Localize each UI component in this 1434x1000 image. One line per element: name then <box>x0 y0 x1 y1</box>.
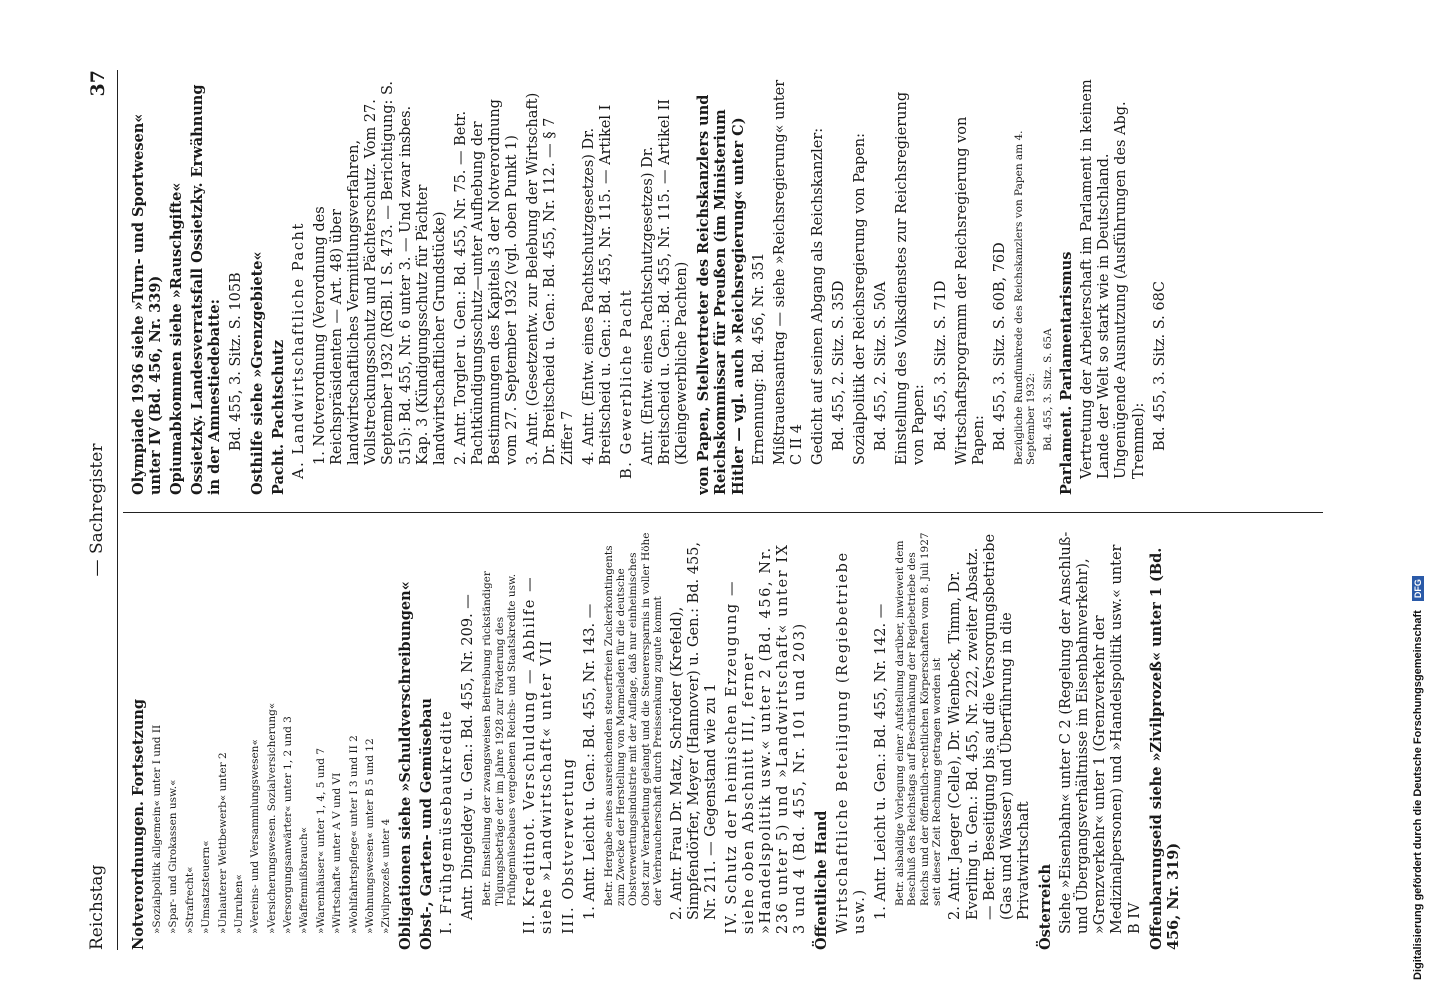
register-entry: 2. Antr. Frau Dr. Matz, Schröder (Krefeld), Simpfendörfer, Meyer (Hannover) u. Gen.: Bd. 455, Nr. 211. — Gegenstand wie zu 1 <box>668 541 719 920</box>
register-entry: 2. Antr. Torgler u. Gen.: Bd. 455, Nr. 75. — Betr. Pachtkündigungsschutz—unter Aufhebung der Bestimmungen des Kapitels 3 der Notverordnung vom 27. September 1932 (vgl. oben Punkt 1) <box>452 99 521 465</box>
register-entry: Ossietzky. Landesverratsfall Ossietzky. Erwähnung in der Amnestiedebatte: <box>189 84 224 495</box>
register-entry: »Wohlfahrtspflege« unter I 3 und II 2 <box>347 735 360 934</box>
register-entry: Bd. 455, 3. Sitz. S. 60B, 76D <box>991 242 1008 451</box>
register-entry: IV. Schutz der heimischen Erzeugung — siehe oben Abschnitt III, ferner »Handelspolitik usw.« unter 2 (Bd. 456, Nr. 236 unter 5) und »Landwirtschaft« unter IX 3 und 4 (Bd. 455, Nr. 101 und 203) <box>723 543 809 934</box>
register-entry: I. Frühgemüsebaukredite <box>438 709 455 934</box>
register-entry: »Vereins- und Versammlungswesen« <box>249 739 262 934</box>
register-entry: Pacht. Pachtschutz <box>269 339 287 495</box>
register-entry: »Unruhen« <box>232 874 245 934</box>
register-entry: Parlament. Parlamentarismus <box>1058 251 1076 495</box>
register-entry: Ernennung: Bd. 456, Nr. 351 <box>750 252 767 465</box>
register-entry: Mißtrauensantrag — siehe »Reichsregierung« unter C II 4 <box>771 79 805 465</box>
register-entry: »Wohnungswesen« unter B 5 und 12 <box>363 738 376 934</box>
page-number: 37 <box>87 70 109 97</box>
register-entry: Bd. 455, 3. Sitz. S. 65A <box>1041 328 1054 451</box>
register-entry: Einstellung des Volksdienstes zur Reichsregierung von Papen: <box>894 91 928 465</box>
left-column <box>130 530 1340 950</box>
register-entry: 1. Antr. Leicht u. Gen.: Bd. 455, Nr. 142. — <box>872 603 889 920</box>
register-entry: Notverordnungen. Fortsetzung <box>130 698 147 950</box>
register-entry: Siehe »Eisenbahn« unter C 2 (Regelung der Anschluß- und Übergangsverhältnisse im Eisenbahnverkehr), »Grenzverkehr« unter 1 (Grenzverkehr der Medizinalpersonen) und »Handelspolitik usw.« unter B IV <box>1058 531 1143 934</box>
register-entry: »Spar- und Girokassen usw.« <box>167 779 180 934</box>
register-entry: 1. Notverordnung (Verordnung des Reichspräsidenten — Art. 48) über landwirtschaftliches Vermittlungsverfahren, Vollstreckungsschutz und Pächterschutz. Vom 27. September 1932 (RGBl. I S. 473. — Berichtigung: S. 515): Bd. 455, Nr. 6 unter 3. — Und zwar insbes. Kap. 3 (Kündigungsschutz für Pächter landwirtschaftlicher Grundstücke) <box>311 80 448 465</box>
register-entry: Öffentliche Hand <box>813 810 831 950</box>
register-entry: »Unlauterer Wettbewerb« unter 2 <box>216 752 229 934</box>
register-entry: Bd. 455, 3. Sitz. S. 68C <box>1151 281 1168 451</box>
register-entry: Bd. 455, 2. Sitz. S. 50A <box>873 281 890 451</box>
register-entry: Opiumabkommen siehe »Rauschgifte« <box>168 182 186 495</box>
register-entry: Wirtschaftsprogramm der Reichsregierung von Papen: <box>953 116 987 465</box>
register-entry: »Versicherungswesen. Sozialversicherung« <box>265 702 278 934</box>
register-entry: »Zivilprozeß« unter 4 <box>380 818 393 934</box>
register-entry: »Waffenmißbrauch« <box>298 826 311 934</box>
register-entry: Obligationen siehe »Schuldverschreibungen« <box>396 581 414 950</box>
register-entry: Offenbarungseid siehe »Zivilprozeß« unter 1 (Bd. 456, Nr. 319) <box>1147 547 1182 950</box>
register-entry: 3. Antr. (Gesetzentw. zur Belebung der Wirtschaft) Dr. Breitscheid u. Gen.: Bd. 455, Nr. 112. — § 7 Ziffer 7 <box>525 92 576 465</box>
register-entry: Osthilfe siehe »Grenzgebiete« <box>248 251 266 495</box>
running-head <box>87 70 119 950</box>
sidebar-credit <box>1412 10 1434 995</box>
register-entry: »Strafrecht« <box>183 866 196 934</box>
register-entry: Bd. 455, 3. Sitz. S. 105B <box>227 272 244 451</box>
running-head-left: Reichstag <box>87 864 107 950</box>
dfg-logo: DFG <box>1412 576 1424 601</box>
register-entry: 4. Antr. (Entw. eines Pachtschutzgesetzes) Dr. Breitscheid u. Gen.: Bd. 455, Nr. 115. — Artikel I <box>580 104 614 465</box>
register-entry: Betr. Hergabe eines ausreichenden steuerfreien Zuckerkontingents zum Zwecke der Herstellung von Marmeladen für die deutsche Obstverwertungsindustrie mit der Auflage, daß nur einheimisches Obst zur Verarbeitung gelangt und die Steuerersparnis in voller Höhe der Verbraucherschaft durch Preissenkung zugute kommt <box>602 532 665 906</box>
credit-text: Digitalisierung gefördert durch die Deutsche Forschungsgemeinschaft <box>1412 610 1424 980</box>
right-column <box>130 75 1340 495</box>
register-entry: Bezügliche Rundfunkrede des Reichskanzlers von Papen am 4. September 1932: <box>1013 130 1038 465</box>
register-entry: »Warenhäuser« unter 1, 4, 5 und 7 <box>314 747 327 934</box>
register-entry: Betr. Einstellung der zwangsweisen Beitreibung rückständiger Tilgungsbeträge der im Jahre 1928 zur Förderung des Frühgemüsebaues vergebenen Reichs- und Staatskredite usw. <box>481 571 518 906</box>
column-divider <box>123 512 1323 513</box>
register-entry: Wirtschaftliche Beteiligung (Regiebetriebe usw.) <box>834 551 868 934</box>
register-entry: A. Landwirtschaftliche Pacht <box>290 222 307 479</box>
register-entry: II. Kreditnot. Verschuldung — Abhilfe — siehe »Landwirtschaft« unter VII <box>522 575 556 934</box>
register-entry: B. Gewerbliche Pacht <box>618 288 635 479</box>
register-entry: III. Obstverwertung <box>560 757 577 934</box>
header-rule <box>117 70 118 950</box>
register-entry: »Sozialpolitik allgemein« unter I und II <box>151 724 164 934</box>
register-entry: Vertretung der Arbeiterschaft im Parlament in keinem Lande der Welt so stark wie in Deutschland. Ungenügende Ausnutzung (Ausführungen des Abg. Tremmel): <box>1079 79 1147 479</box>
register-entry: Bd. 455, 2. Sitz. S. 35D <box>831 280 848 451</box>
register-entry: 1. Antr. Leicht u. Gen.: Bd. 455, Nr. 143. — <box>581 603 598 920</box>
register-entry: Obst-, Garten- und Gemüsebau <box>417 698 435 950</box>
register-entry: Olympiade 1936 siehe »Turn- und Sportwesen« unter IV (Bd. 456, Nr. 339) <box>130 113 165 495</box>
register-entry: 2. Antr. Jaeger (Celle), Dr. Wienbeck, Timm, Dr. Everling u. Gen.: Bd. 455, Nr. 222, zweiter Absatz. — Betr. Beseitigung bis auf die Versorgungsbetriebe (Gas und Wasser) und Überführung in die Privatwirtschaft <box>947 533 1032 920</box>
register-entry: von Papen, Stellvertreter des Reichskanzlers und Reichskommissar für Preußen (im Ministerium Hitler — vgl. auch »Reichsregierung« unter C) <box>695 94 747 495</box>
register-entry: Betr. alsbaldige Vorlegung einer Aufstellung darüber, inwieweit dem Beschluß des Reichstags auf Beschränkung der Regiebetriebe des Reichs und der öffentlich-rechtlichen Körperschaften vom 8. Juli 1927 seit dieser Zeit Rechnung getragen worden ist <box>893 532 944 906</box>
register-entry: »Versorgungsanwärter« unter 1, 2 und 3 <box>282 716 295 934</box>
register-entry: Bd. 455, 3. Sitz. S. 71D <box>932 280 949 451</box>
register-entry: Gedicht auf seinen Abgang als Reichskanzler: <box>809 127 826 465</box>
rotated-register-page <box>75 70 1365 950</box>
register-entry: »Umsatzsteuern« <box>200 840 213 934</box>
register-entry: Sozialpolitik der Reichsregierung von Papen: <box>852 132 869 465</box>
sidebar-credit-text <box>1412 20 1424 980</box>
register-entry: Antr. Dingeldey u. Gen.: Bd. 455, Nr. 209. — <box>460 594 477 920</box>
register-entry: Österreich <box>1036 863 1054 950</box>
running-head-center: — Sachregister <box>87 443 107 577</box>
register-entry: »Wirtschaft« unter A V und VI <box>331 772 344 934</box>
register-entry: Antr. (Entw. eines Pachtschutzgesetzes) Dr. Breitscheid u. Gen.: Bd. 455, Nr. 115. — Artikel II (Kleingewerbliche Pachten) <box>639 98 691 465</box>
